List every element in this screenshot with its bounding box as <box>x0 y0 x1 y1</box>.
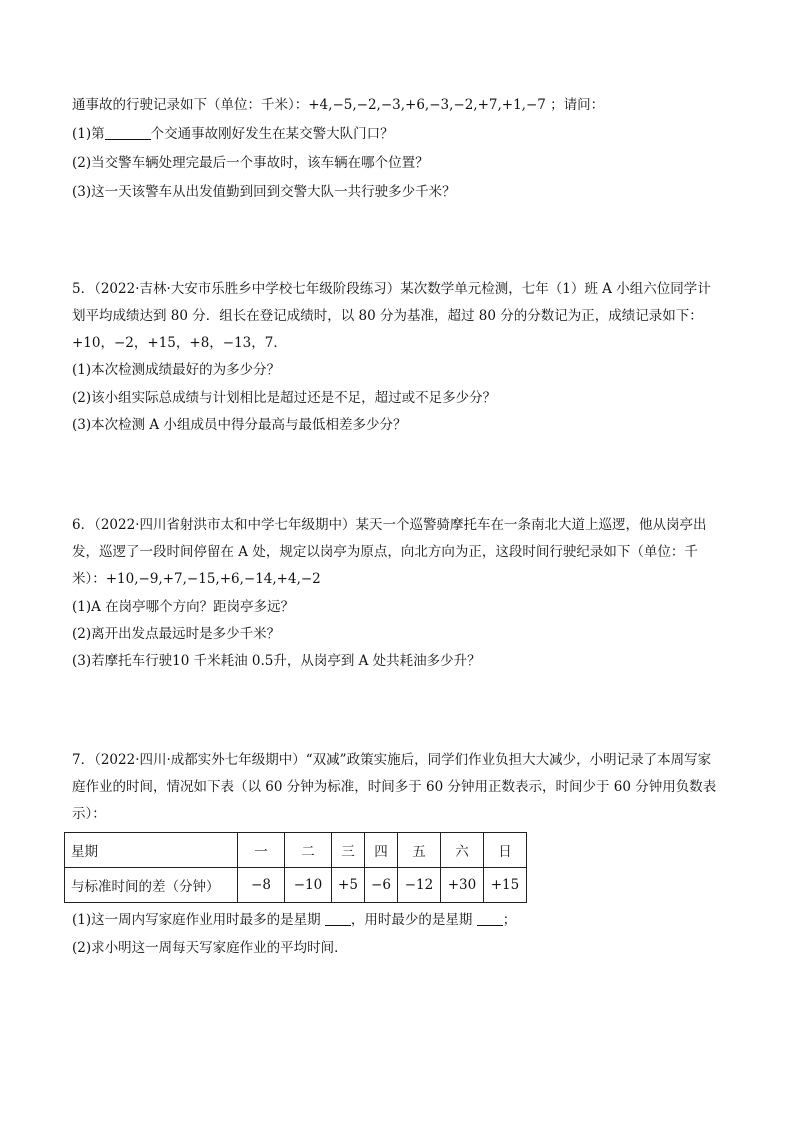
cell-day-sun: 日 <box>484 833 527 868</box>
q7-stem-line1: 7．（2022·四川·成都实外七年级期中）“双减”政策实施后，同学们作业负担大大减少，小明记录了本周写家 <box>72 752 712 768</box>
cell-diff-mon: −8 <box>238 868 285 903</box>
q5-stem-line1: 5．（2022·吉林·大安市乐胜乡中学校七年级阶段练习）某次数学单元检测，七年（1）班 A 小组六位同学计 <box>72 281 711 297</box>
q7-stem-line2: 庭作业的时间，情况如下表（以 60 分钟为标准，时间多于 60 分钟用正数表示，时间少于 60 分钟用负数表 <box>72 779 717 795</box>
q7-least-blank[interactable] <box>477 911 503 926</box>
homework-time-table <box>64 832 527 903</box>
cell-diff-thu: −6 <box>365 868 398 903</box>
cell-diff-sun: +15 <box>484 868 527 903</box>
q4-part2: (2)当交警车辆处理完最后一个事故时，该车辆在哪个位置？ <box>72 155 429 171</box>
q5-part2: (2)该小组实际总成绩与计划相比是超过还是不足，超过或不足多少分？ <box>72 390 497 406</box>
q6-part2: (2)离开出发点最远时是多少千米？ <box>72 626 281 642</box>
q6-stem-line2: 发，巡逻了一段时间停留在 A 处，规定以岗亭为原点，向北方向为正，这段时间行驶纪录如下（单位：千 <box>72 544 698 560</box>
q6-stem-line1: 6．（2022·四川省射洪市太和中学七年级期中）某天一个巡警骑摩托车在一条南北大道上巡逻，他从岗亭出 <box>72 517 707 533</box>
q6-part1: (1)A 在岗亭哪个方向？距岗亭多远？ <box>72 599 295 615</box>
cell-diff-fri: −12 <box>398 868 441 903</box>
q4-intro: 通事故的行驶记录如下（单位：千米）：+4,−5,−2,−3,+6,−3,−2,+7,+1,−7 ；请问： <box>72 97 605 113</box>
q5-part3: (3)本次检测 A 小组成员中得分最高与最低相差多少分？ <box>72 417 407 433</box>
q7-part1-pre: (1)这一周内写家庭作业用时最多的是星期 <box>72 912 321 928</box>
q4-part1-pre: (1)第 <box>72 126 105 142</box>
cell-day-sat: 六 <box>441 833 484 868</box>
q4-answer-blank[interactable] <box>105 125 151 140</box>
q5-scores: +10，−2，+15，+8，−13，7． <box>72 335 287 351</box>
q6-part3: (3)若摩托车行驶10 千米耗油 0.5升，从岗亭到 A 处共耗油多少升？ <box>72 653 481 669</box>
cell-diff-wed: +5 <box>332 868 365 903</box>
cell-day-wed: 三 <box>332 833 365 868</box>
q7-part1-mid: ，用时最少的是星期 <box>350 912 473 928</box>
q7-stem-line3: 示）： <box>72 806 106 822</box>
q7-part1 <box>72 910 516 930</box>
cell-day-tue: 二 <box>285 833 332 868</box>
q5-part1: (1)本次检测成绩最好的为多少分？ <box>72 362 281 378</box>
table-row-diff <box>65 868 527 903</box>
cell-day-thu: 四 <box>365 833 398 868</box>
cell-day-mon: 一 <box>238 833 285 868</box>
q7-most-blank[interactable] <box>325 911 351 926</box>
q7-part1-end: ； <box>502 912 517 928</box>
q4-part1-post: 个交通事故刚好发生在某交警大队门口？ <box>150 126 394 142</box>
q6-records: 米）：+10,−9,+7,−15,+6,−14,+4,−2 <box>72 571 321 587</box>
row-label-weekday: 星期 <box>65 833 238 868</box>
q4-part1 <box>72 124 394 144</box>
row-label-diff: 与标准时间的差（分钟） <box>65 868 238 903</box>
cell-diff-tue: −10 <box>285 868 332 903</box>
q5-stem-line2: 划平均成绩达到 80 分．组长在登记成绩时，以 80 分为基准，超过 80 分的分数记为正，成绩记录如下： <box>72 308 703 324</box>
table-row-weekday <box>65 833 527 868</box>
cell-diff-sat: +30 <box>441 868 484 903</box>
q4-part3: (3)这一天该警车从出发值勤到回到交警大队一共行驶多少千米？ <box>72 184 456 200</box>
q7-part2: (2)求小明这一周每天写家庭作业的平均时间． <box>72 940 348 956</box>
cell-day-fri: 五 <box>398 833 441 868</box>
